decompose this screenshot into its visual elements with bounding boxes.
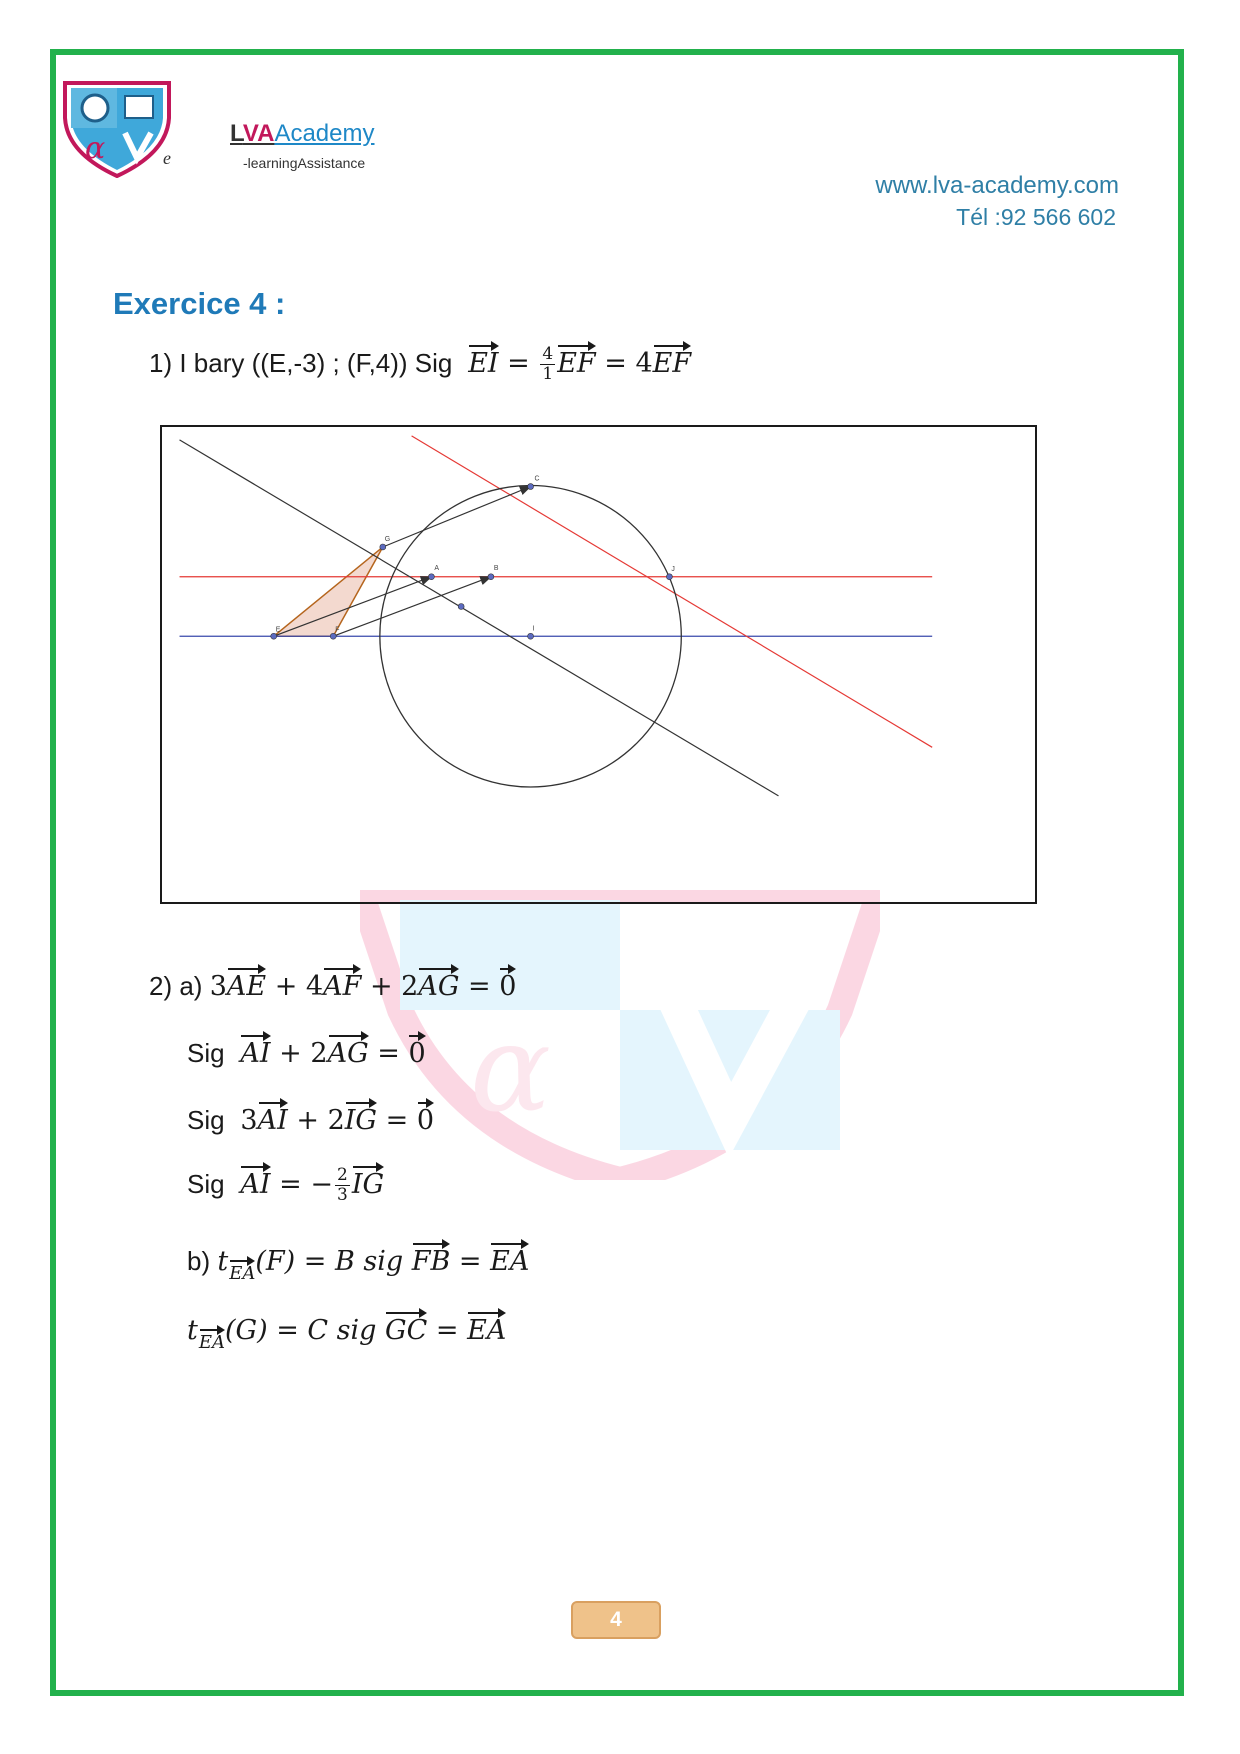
step-2: Sig 3AI + 2IG = 0 bbox=[187, 1099, 434, 1136]
point-e bbox=[271, 633, 277, 639]
sig-label: Sig bbox=[187, 1038, 225, 1068]
point-label-f: F bbox=[335, 626, 340, 634]
point-b bbox=[488, 574, 494, 580]
point-f bbox=[330, 633, 336, 639]
page-number: 4 bbox=[571, 1601, 661, 1639]
svg-text:α: α bbox=[85, 131, 106, 166]
q1-text: 1) I bary ((E,-3) ; (F,4)) Sig bbox=[149, 348, 453, 378]
point-label-j: J bbox=[671, 565, 675, 573]
vector-gc bbox=[383, 486, 531, 546]
lva-logo bbox=[57, 78, 177, 178]
point-label-g: G bbox=[384, 536, 391, 544]
point-label-i: I bbox=[532, 625, 535, 633]
sig-label: Sig bbox=[187, 1105, 225, 1135]
step-4: $t_{EA}(G) = C$ sig GC = EA bbox=[187, 1309, 506, 1346]
website-link[interactable]: www.lva-academy.com bbox=[875, 172, 1119, 199]
point-unlabeled bbox=[458, 604, 464, 610]
point-g bbox=[380, 544, 386, 550]
point-label-e: E bbox=[275, 626, 281, 634]
brand-tagline: -learningAssistance bbox=[243, 155, 366, 171]
logo-e-mark: e bbox=[163, 148, 171, 168]
point-a bbox=[428, 574, 434, 580]
q2a-prefix: 2) a) bbox=[149, 971, 203, 1001]
point-c bbox=[528, 484, 534, 490]
red-diagonal-line bbox=[412, 436, 933, 747]
phone-number: Tél :92 566 602 bbox=[956, 204, 1116, 230]
black-diagonal-line bbox=[180, 440, 779, 796]
geometry-figure bbox=[160, 425, 1037, 904]
point-j bbox=[666, 574, 672, 580]
step-1: Sig AI + 2AG = 0 bbox=[187, 1032, 426, 1069]
point-i bbox=[528, 633, 534, 639]
brand-name: LVAAcademy bbox=[230, 120, 375, 147]
point-label-c: C bbox=[534, 475, 540, 483]
question-2a: 2) a) 3AE + 4AF + 2AG = 0 bbox=[149, 965, 516, 1002]
exercise-title: Exercice 4 : bbox=[113, 286, 286, 321]
point-label-b: B bbox=[493, 564, 499, 572]
q2b-prefix: b) bbox=[187, 1246, 211, 1276]
question-2b: b) $t_{EA}(F) = B$ sig FB = EA bbox=[187, 1240, 529, 1277]
question-1 bbox=[149, 342, 691, 384]
point-label-a: A bbox=[434, 564, 440, 572]
q1-formula: EI = $\frac{4}{1}$ EF = 4EF bbox=[460, 348, 692, 379]
watermark-logo bbox=[360, 890, 880, 1180]
svg-text:α: α bbox=[470, 1000, 552, 1139]
triangle-efg bbox=[274, 547, 383, 636]
step-3: Sig AI = − $\frac{2}{3}$ IG bbox=[187, 1163, 384, 1205]
sig-label: Sig bbox=[187, 1169, 225, 1199]
